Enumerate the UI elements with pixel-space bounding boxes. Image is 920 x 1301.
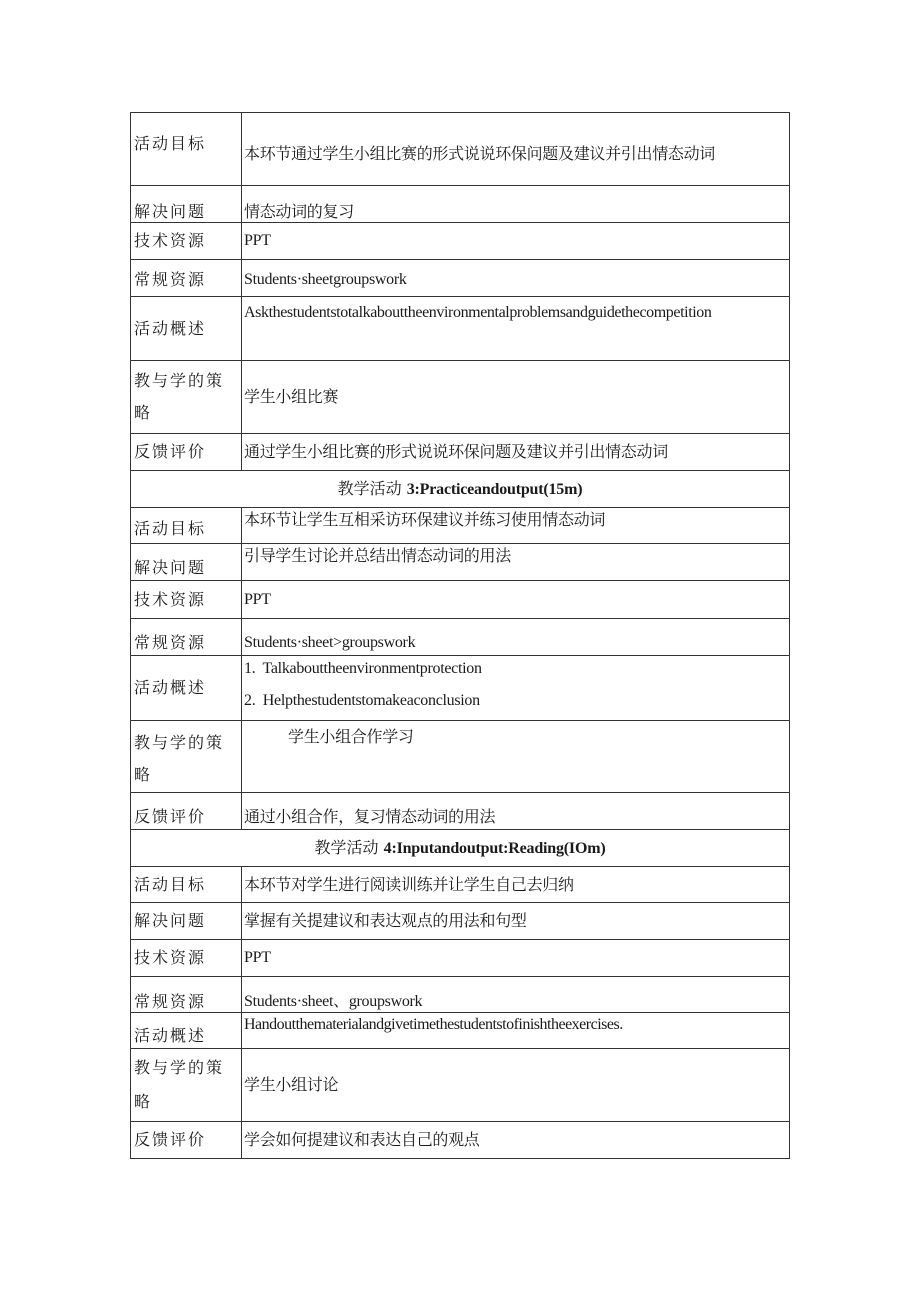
table-row [131,260,790,297]
table-row [131,361,790,434]
table-row [131,1049,790,1122]
row-label-overview [131,656,242,721]
label-text: 活动目标 [134,134,207,153]
row-value-regular [242,619,790,656]
row-label-feedback [131,1122,242,1159]
value-text: 学会如何提建议和表达自己的观点 [244,1130,480,1149]
label-text: 反馈评价 [134,807,207,826]
value-text: PPT [244,232,271,249]
row-value-regular [242,260,790,297]
row-label-tech [131,223,242,260]
table-row [131,508,790,544]
label-text: 教与学的策 [134,1058,225,1077]
row-label-overview [131,1013,242,1049]
row-label-problem [131,903,242,940]
label-text: 解决问题 [134,202,207,221]
label-text: 反馈评价 [134,442,207,461]
row-value-goal [242,113,790,186]
label-text: 活动目标 [134,519,207,538]
label-text: 略 [134,764,153,784]
section-heading-prefix: 教学活动 [337,478,407,498]
row-value-feedback [242,793,790,830]
label-text: 活动概述 [134,318,207,338]
section-heading-main: 4:Inputandoutput:Reading(IOm) [383,839,606,857]
value-text: 本环节通过学生小组比赛的形式说说环保问题及建议并引出情态动词 [244,144,716,163]
row-value-regular [242,977,790,1013]
row-value-problem [242,903,790,940]
value-text: PPT [244,590,271,608]
label-text: 技术资源 [134,231,207,250]
label-text: 反馈评价 [134,1130,207,1149]
row-label-tech [131,940,242,977]
lesson-plan-table [130,112,790,1159]
table-row [131,297,790,361]
value-text: 情态动词的复习 [244,202,354,221]
row-value-strategy [242,721,790,793]
value-text: Students·sheet、groupswork [244,993,423,1010]
value-text: Handoutthematerialandgivetimethestudentstofinishtheexercises. [244,1016,623,1033]
row-label-regular [131,260,242,297]
value-text: 学生小组比赛 [244,387,339,406]
table-row [131,793,790,830]
row-label-problem [131,544,242,581]
row-value-feedback [242,434,790,471]
row-value-goal [242,508,790,544]
table-row [131,903,790,940]
row-label-goal [131,867,242,903]
table-row [131,581,790,619]
label-text: 常规资源 [134,633,207,652]
value-text: Students·sheet>groupswork [244,634,416,651]
row-label-regular [131,977,242,1013]
row-value-goal [242,867,790,903]
value-text: 学生小组讨论 [244,1075,339,1094]
table-row [131,656,790,721]
value-text: 本环节对学生进行阅读训练并让学生自己去归纳 [244,874,574,894]
label-text: 技术资源 [134,589,207,609]
row-value-feedback [242,1122,790,1159]
table-row [131,113,790,186]
row-value-tech [242,223,790,260]
label-text: 略 [134,403,153,422]
row-value-tech [242,581,790,619]
row-label-problem [131,186,242,223]
label-text: 常规资源 [134,270,207,289]
row-label-strategy [131,1049,242,1122]
row-label-strategy [131,361,242,434]
label-text: 活动概述 [134,678,207,697]
table-row [131,867,790,903]
table-row [131,186,790,223]
label-text: 略 [134,1092,153,1111]
table-row [131,223,790,260]
row-value-overview [242,1013,790,1049]
section-heading-row [131,471,790,508]
table-row [131,1122,790,1159]
row-value-strategy [242,361,790,434]
row-label-tech [131,581,242,619]
section-heading-row [131,830,790,867]
row-label-strategy [131,721,242,793]
row-value-strategy [242,1049,790,1122]
row-value-overview [242,297,790,361]
row-value-problem [242,186,790,223]
row-label-feedback [131,434,242,471]
row-value-tech [242,940,790,977]
row-label-overview [131,297,242,361]
row-value-problem [242,544,790,581]
row-label-goal [131,113,242,186]
section-heading-prefix: 教学活动 [314,837,384,857]
value-text: Askthestudentstotalkabouttheenvironmentalproblemsandguidethecompetition [244,304,712,321]
label-text: 常规资源 [134,992,207,1011]
value-text: Students·sheetgroupswork [244,271,407,288]
list-item: 2. Helpthestudentstomakeaconclusion [244,692,480,709]
value-text: 通过学生小组比赛的形式说说环保问题及建议并引出情态动词 [244,442,668,461]
label-text: 教与学的策 [134,371,225,390]
value-text: 本环节让学生互相采访环保建议并练习使用情态动词 [244,510,606,529]
table-row [131,1013,790,1049]
label-text: 教与学的策 [134,732,225,752]
table-row [131,940,790,977]
table-row [131,619,790,656]
value-text: PPT [244,949,271,966]
section-heading-main: 3:Practiceandoutput(15m) [406,480,583,498]
row-label-feedback [131,793,242,830]
value-text: 引导学生讨论并总结出情态动词的用法 [244,546,511,565]
row-label-goal [131,508,242,544]
section-heading-4 [131,830,790,867]
list-item: 1. Talkabouttheenvironmentprotection [244,660,482,677]
value-text: 通过小组合作，复习情态动词的用法 [244,807,496,826]
table-row [131,977,790,1013]
label-text: 解决问题 [134,558,207,577]
value-text: 掌握有关提建议和表达观点的用法和句型 [244,911,527,930]
label-text: 技术资源 [134,948,207,967]
section-heading-3 [131,471,790,508]
value-text: 学生小组合作学习 [288,727,414,746]
label-text: 活动目标 [134,874,207,894]
label-text: 解决问题 [134,911,207,930]
label-text: 活动概述 [134,1026,207,1045]
table-row [131,544,790,581]
row-label-regular [131,619,242,656]
table-row [131,721,790,793]
row-value-overview [242,656,790,721]
table-row [131,434,790,471]
